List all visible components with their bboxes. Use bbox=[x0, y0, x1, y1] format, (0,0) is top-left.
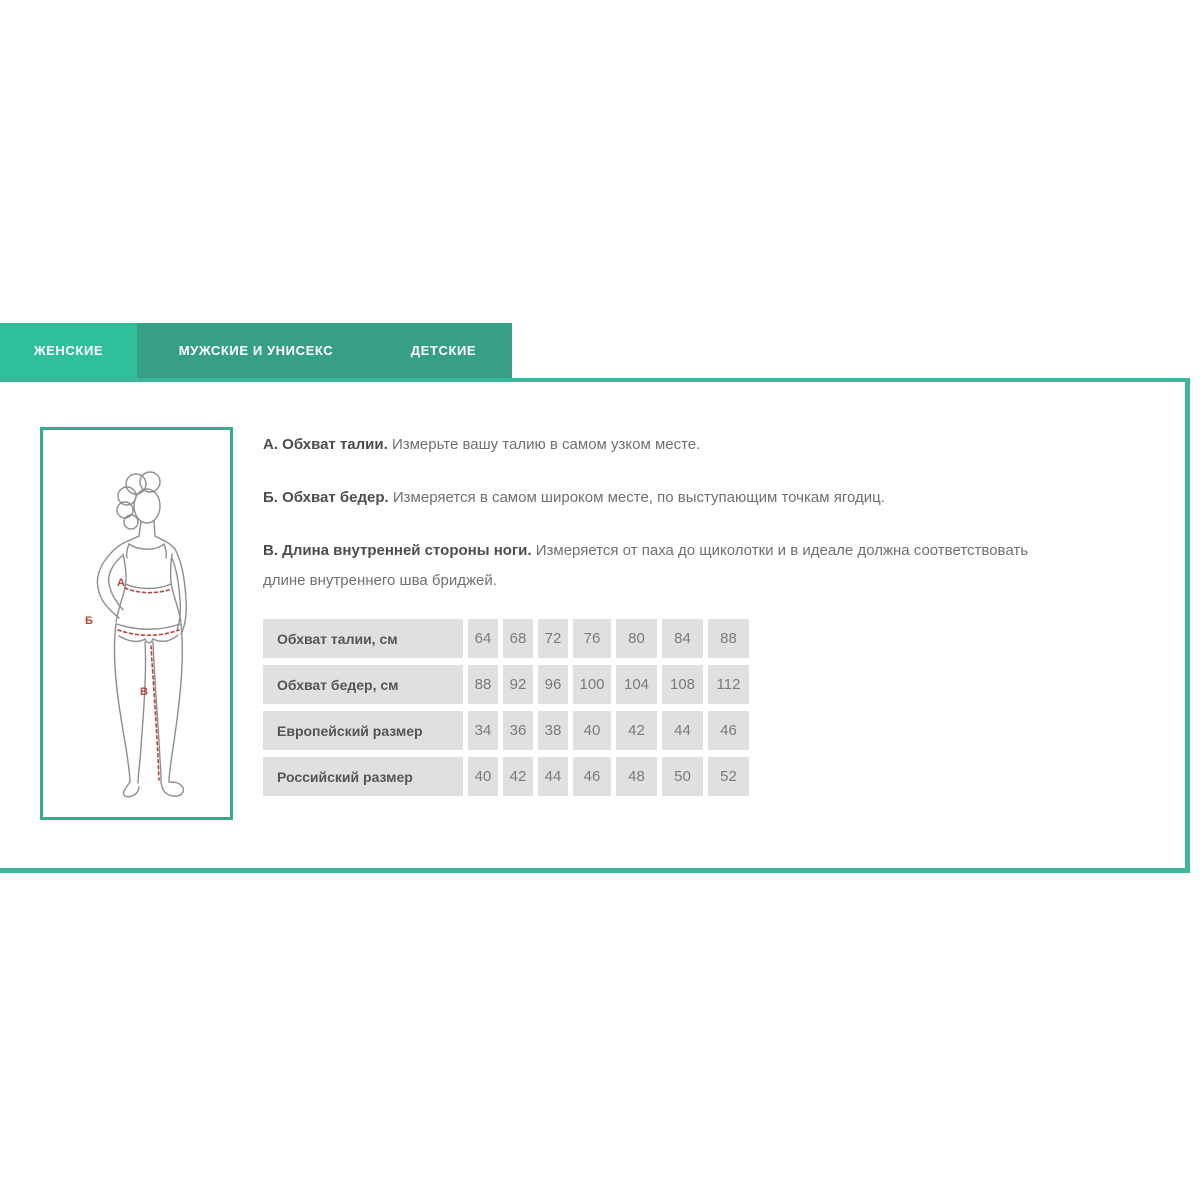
tab-kids[interactable]: ДЕТСКИЕ bbox=[410, 343, 477, 358]
size-cell: 42 bbox=[503, 757, 533, 796]
size-cell: 36 bbox=[503, 711, 533, 750]
size-cell: 72 bbox=[538, 619, 568, 658]
tab-women[interactable]: ЖЕНСКИЕ bbox=[0, 323, 137, 378]
instruction-inseam bbox=[263, 536, 1043, 596]
size-cell: 112 bbox=[708, 665, 749, 704]
size-cell: 68 bbox=[503, 619, 533, 658]
instruction-waist-term: А. Обхват талии. bbox=[263, 436, 388, 453]
instruction-hips bbox=[263, 483, 1043, 513]
size-cell: 46 bbox=[573, 757, 611, 796]
instruction-hips-text: Измеряется в самом широком месте, по выступающим точкам ягодиц. bbox=[392, 489, 885, 506]
size-cell: 42 bbox=[616, 711, 657, 750]
size-row-hips-label: Обхват бедер, см bbox=[263, 665, 463, 704]
size-cell: 84 bbox=[662, 619, 703, 658]
size-cell: 92 bbox=[503, 665, 533, 704]
instruction-waist-text: Измерьте вашу талию в самом узком месте. bbox=[391, 436, 701, 453]
hip-label-b: Б bbox=[85, 615, 93, 627]
size-row-waist-label: Обхват талии, см bbox=[263, 619, 463, 658]
size-cell: 76 bbox=[573, 619, 611, 658]
size-cell: 50 bbox=[662, 757, 703, 796]
inseam-label-v: В bbox=[140, 686, 148, 698]
size-row-eu-label: Европейский размер bbox=[263, 711, 463, 750]
size-cell: 88 bbox=[468, 665, 498, 704]
instruction-inseam-term: В. Длина внутренней стороны ноги. bbox=[263, 542, 532, 559]
woman-measurement-illustration bbox=[43, 430, 230, 817]
tab-men-unisex[interactable]: МУЖСКИЕ И УНИСЕКС bbox=[178, 343, 334, 358]
size-chart-tabs bbox=[0, 323, 512, 378]
size-cell: 44 bbox=[662, 711, 703, 750]
waist-label-a: А bbox=[117, 577, 125, 589]
size-cell: 40 bbox=[573, 711, 611, 750]
size-cell: 104 bbox=[616, 665, 657, 704]
size-cell: 52 bbox=[708, 757, 749, 796]
size-cell: 100 bbox=[573, 665, 611, 704]
measurement-figure-box bbox=[40, 427, 233, 820]
size-chart-content bbox=[263, 430, 1043, 796]
size-cell: 96 bbox=[538, 665, 568, 704]
size-cell: 88 bbox=[708, 619, 749, 658]
instruction-waist bbox=[263, 430, 1043, 460]
size-cell: 44 bbox=[538, 757, 568, 796]
size-row-ru-label: Российский размер bbox=[263, 757, 463, 796]
size-cell: 48 bbox=[616, 757, 657, 796]
size-cell: 80 bbox=[616, 619, 657, 658]
size-cell: 34 bbox=[468, 711, 498, 750]
size-table bbox=[263, 619, 749, 796]
instruction-inseam-text: Измеряется от паха до щиколотки и в идеале должна соответствовать длине внутреннего шва бриджей. bbox=[263, 542, 1029, 589]
size-cell: 108 bbox=[662, 665, 703, 704]
hip-measure-line bbox=[118, 630, 179, 635]
size-cell: 64 bbox=[468, 619, 498, 658]
size-cell: 46 bbox=[708, 711, 749, 750]
instruction-hips-term: Б. Обхват бедер. bbox=[263, 489, 389, 506]
size-cell: 38 bbox=[538, 711, 568, 750]
size-cell: 40 bbox=[468, 757, 498, 796]
